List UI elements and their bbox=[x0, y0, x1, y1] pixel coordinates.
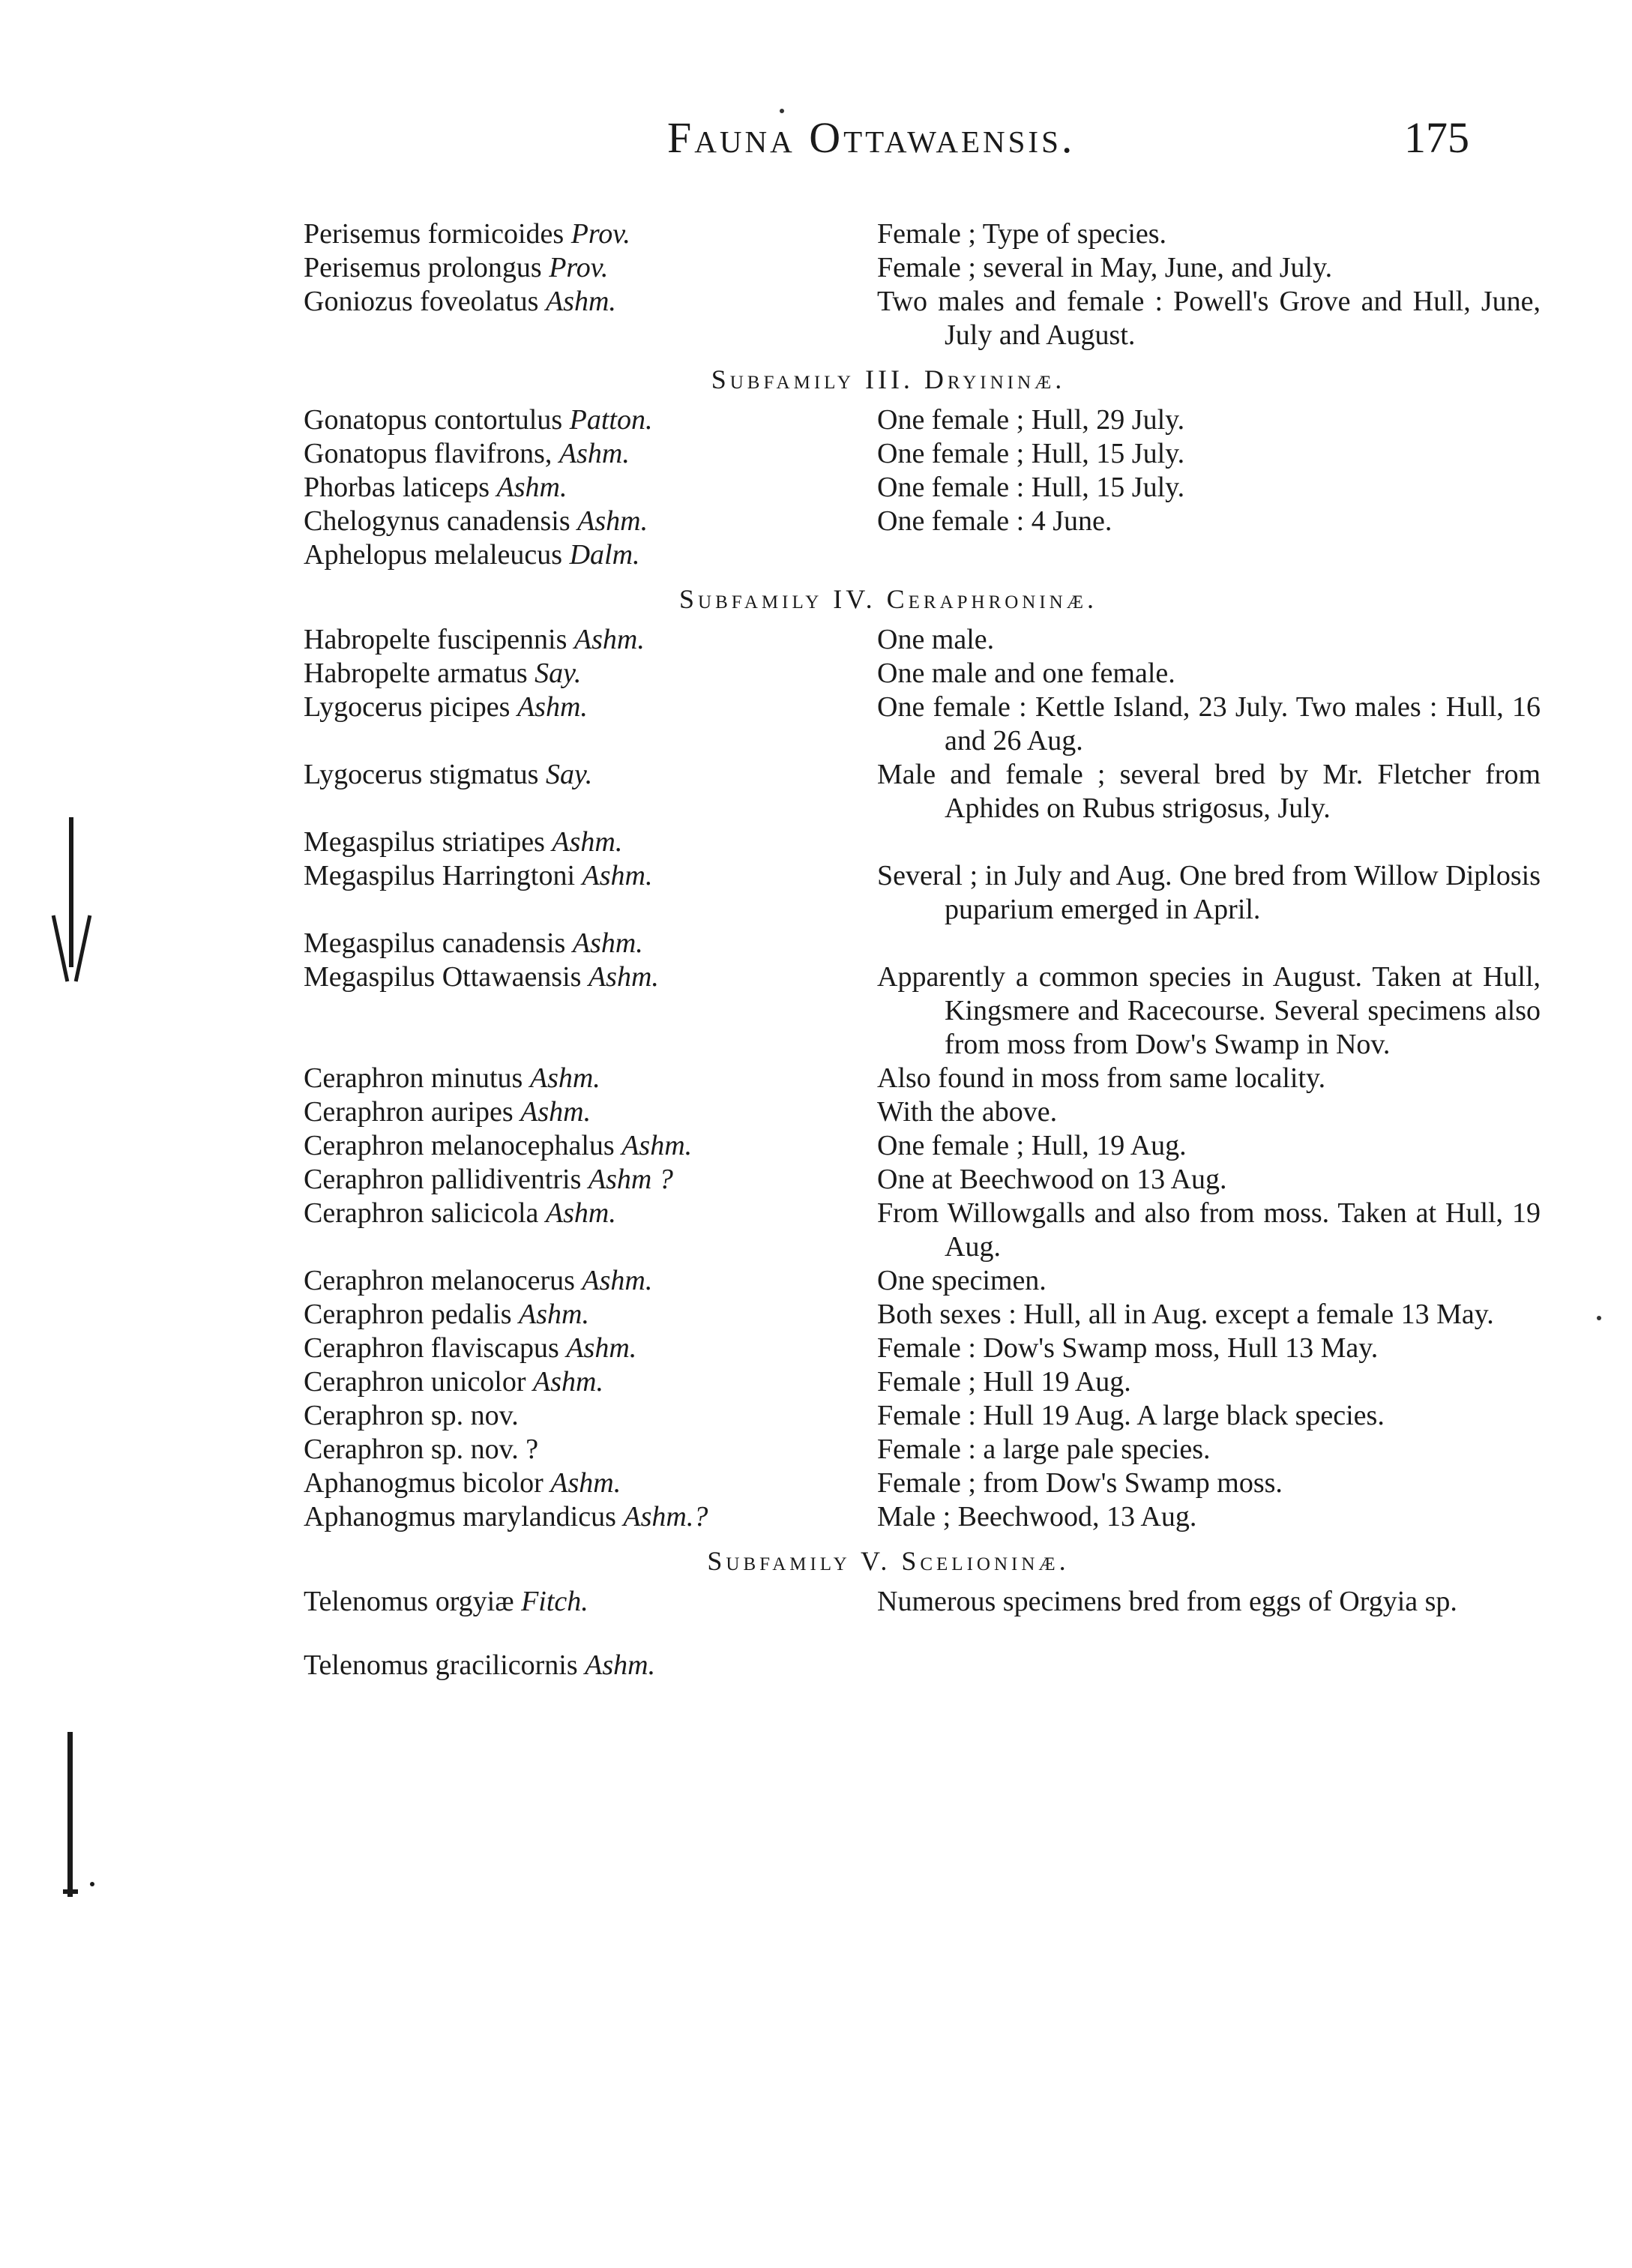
speck bbox=[1597, 1316, 1601, 1320]
species-name: Ceraphron pedalis Ashm. bbox=[304, 1299, 589, 1330]
list-item bbox=[304, 437, 1473, 471]
species-name: Ceraphron auripes Ashm. bbox=[304, 1096, 591, 1128]
list-item bbox=[304, 1433, 1473, 1467]
species-name: Goniozus foveolatus Ashm. bbox=[304, 286, 616, 317]
species-note: Female : Hull 19 Aug. A large black species. bbox=[877, 1400, 1385, 1431]
subfamily-heading: Subfamily IV. Ceraphroninæ. bbox=[679, 584, 1097, 614]
speck bbox=[780, 109, 784, 113]
running-title: Fauna Ottawaensis. bbox=[667, 113, 1076, 162]
species-note: One female ; Hull, 15 July. bbox=[877, 438, 1185, 469]
list-item bbox=[304, 403, 1473, 437]
species-name: Aphanogmus bicolor Ashm. bbox=[304, 1467, 621, 1499]
species-note: Female ; from Dow's Swamp moss. bbox=[877, 1467, 1283, 1499]
species-note: One at Beechwood on 13 Aug. bbox=[877, 1164, 1227, 1195]
species-list bbox=[304, 217, 1541, 1682]
species-name: Telenomus gracilicornis Ashm. bbox=[304, 1649, 656, 1681]
species-name: Ceraphron minutus Ashm. bbox=[304, 1062, 600, 1094]
list-item bbox=[304, 1264, 1473, 1298]
species-name: Lygocerus stigmatus Say. bbox=[304, 759, 593, 790]
species-note bbox=[877, 825, 1541, 859]
list-item bbox=[304, 1332, 1473, 1365]
list-item bbox=[304, 1467, 1473, 1500]
list-item bbox=[304, 1062, 1473, 1095]
list-item bbox=[304, 471, 1473, 505]
species-note: One female ; Hull, 29 July. bbox=[877, 404, 1185, 436]
margin-mark-lower bbox=[60, 1732, 105, 1904]
subfamily-heading: Subfamily III. Dryininæ. bbox=[711, 364, 1066, 394]
species-name: Lygocerus picipes Ashm. bbox=[304, 691, 588, 723]
species-note: One female ; Hull, 19 Aug. bbox=[877, 1130, 1187, 1161]
list-item bbox=[304, 657, 1473, 691]
list-item bbox=[304, 691, 1541, 758]
species-note: Two males and female : Powell's Grove and Hull, June, July and August. bbox=[877, 286, 1541, 351]
list-item bbox=[304, 285, 1541, 352]
species-note: From Willowgalls and also from moss. Taken at Hull, 19 Aug. bbox=[877, 1197, 1541, 1263]
list-item bbox=[304, 1163, 1473, 1197]
species-name: Ceraphron flaviscapus Ashm. bbox=[304, 1332, 637, 1364]
species-name: Ceraphron salicicola Ashm. bbox=[304, 1197, 616, 1229]
species-name: Megaspilus striatipes Ashm. bbox=[304, 826, 623, 858]
species-name: Ceraphron sp. nov. ? bbox=[304, 1434, 539, 1465]
species-note: Male and female ; several bred by Mr. Fletcher from Aphides on Rubus strigosus, July. bbox=[877, 759, 1541, 824]
list-item bbox=[304, 1500, 1473, 1534]
species-note: One female : Hull, 15 July. bbox=[877, 472, 1185, 503]
species-note: Female ; several in May, June, and July. bbox=[877, 252, 1333, 283]
species-note: Numerous specimens bred from eggs of Orgyia sp. bbox=[877, 1586, 1457, 1617]
species-name: Ceraphron melanocerus Ashm. bbox=[304, 1265, 653, 1296]
list-item bbox=[304, 1365, 1473, 1399]
species-note: Apparently a common species in August. Taken at Hull, Kingsmere and Racecourse. Several specimens also from moss from Dow's Swamp in Nov. bbox=[877, 961, 1541, 1060]
species-note: Female ; Hull 19 Aug. bbox=[877, 1366, 1131, 1398]
species-name: Gonatopus contortulus Patton. bbox=[304, 404, 653, 436]
list-item bbox=[304, 960, 1541, 1062]
species-note: One female : Kettle Island, 23 July. Two males : Hull, 16 and 26 Aug. bbox=[877, 691, 1541, 756]
list-item bbox=[304, 927, 1473, 960]
list-item bbox=[304, 538, 1473, 572]
species-name: Aphelopus melaleucus Dalm. bbox=[304, 539, 640, 571]
species-name: Ceraphron unicolor Ashm. bbox=[304, 1366, 603, 1398]
species-note: Both sexes : Hull, all in Aug. except a female 13 May. bbox=[877, 1299, 1494, 1330]
species-note: One male and one female. bbox=[877, 658, 1175, 689]
list-item bbox=[304, 217, 1473, 251]
subfamily-heading: Subfamily V. Scelioninæ. bbox=[707, 1546, 1070, 1576]
page-header bbox=[300, 112, 1469, 180]
list-item bbox=[304, 1585, 1473, 1619]
list-item bbox=[304, 623, 1473, 657]
species-name: Habropelte armatus Say. bbox=[304, 658, 582, 689]
list-item bbox=[304, 251, 1473, 285]
species-name: Ceraphron pallidiventris Ashm ? bbox=[304, 1164, 673, 1195]
species-note: Also found in moss from same locality. bbox=[877, 1062, 1326, 1094]
species-name: Gonatopus flavifrons, Ashm. bbox=[304, 438, 630, 469]
species-name: Megaspilus canadensis Ashm. bbox=[304, 927, 643, 959]
species-note bbox=[877, 1649, 1541, 1682]
species-note bbox=[877, 927, 1541, 960]
species-note: With the above. bbox=[877, 1096, 1058, 1128]
list-item bbox=[304, 1197, 1541, 1264]
list-item bbox=[304, 505, 1473, 538]
page-number: 175 bbox=[1404, 113, 1469, 162]
species-name: Megaspilus Ottawaensis Ashm. bbox=[304, 961, 659, 993]
list-item bbox=[304, 1649, 1473, 1682]
list-item bbox=[304, 758, 1541, 825]
species-note: Female ; Type of species. bbox=[877, 218, 1167, 250]
species-note: One specimen. bbox=[877, 1265, 1047, 1296]
species-note: Female : a large pale species. bbox=[877, 1434, 1211, 1465]
species-name: Phorbas laticeps Ashm. bbox=[304, 472, 567, 503]
species-note: One female : 4 June. bbox=[877, 505, 1112, 537]
species-name: Habropelte fuscipennis Ashm. bbox=[304, 624, 645, 655]
species-note: Female : Dow's Swamp moss, Hull 13 May. bbox=[877, 1332, 1379, 1364]
species-note: Male ; Beechwood, 13 Aug. bbox=[877, 1501, 1197, 1532]
species-name: Aphanogmus marylandicus Ashm.? bbox=[304, 1501, 708, 1532]
list-item bbox=[304, 1129, 1473, 1163]
species-note bbox=[877, 538, 1541, 572]
list-item bbox=[304, 1399, 1473, 1433]
margin-mark-upper bbox=[52, 817, 97, 990]
species-name: Perisemus formicoides Prov. bbox=[304, 218, 630, 250]
list-item bbox=[304, 1095, 1473, 1129]
list-item bbox=[304, 1298, 1494, 1332]
species-name: Megaspilus Harringtoni Ashm. bbox=[304, 860, 653, 891]
species-note: One male. bbox=[877, 624, 995, 655]
species-name: Telenomus orgyiæ Fitch. bbox=[304, 1586, 588, 1617]
list-item bbox=[304, 825, 1473, 859]
species-name: Perisemus prolongus Prov. bbox=[304, 252, 609, 283]
species-note: Several ; in July and Aug. One bred from Willow Diplosis puparium emerged in April. bbox=[877, 860, 1541, 925]
species-name: Ceraphron sp. nov. bbox=[304, 1400, 519, 1431]
list-item bbox=[304, 859, 1541, 927]
species-name: Chelogynus canadensis Ashm. bbox=[304, 505, 648, 537]
species-name: Ceraphron melanocephalus Ashm. bbox=[304, 1130, 693, 1161]
